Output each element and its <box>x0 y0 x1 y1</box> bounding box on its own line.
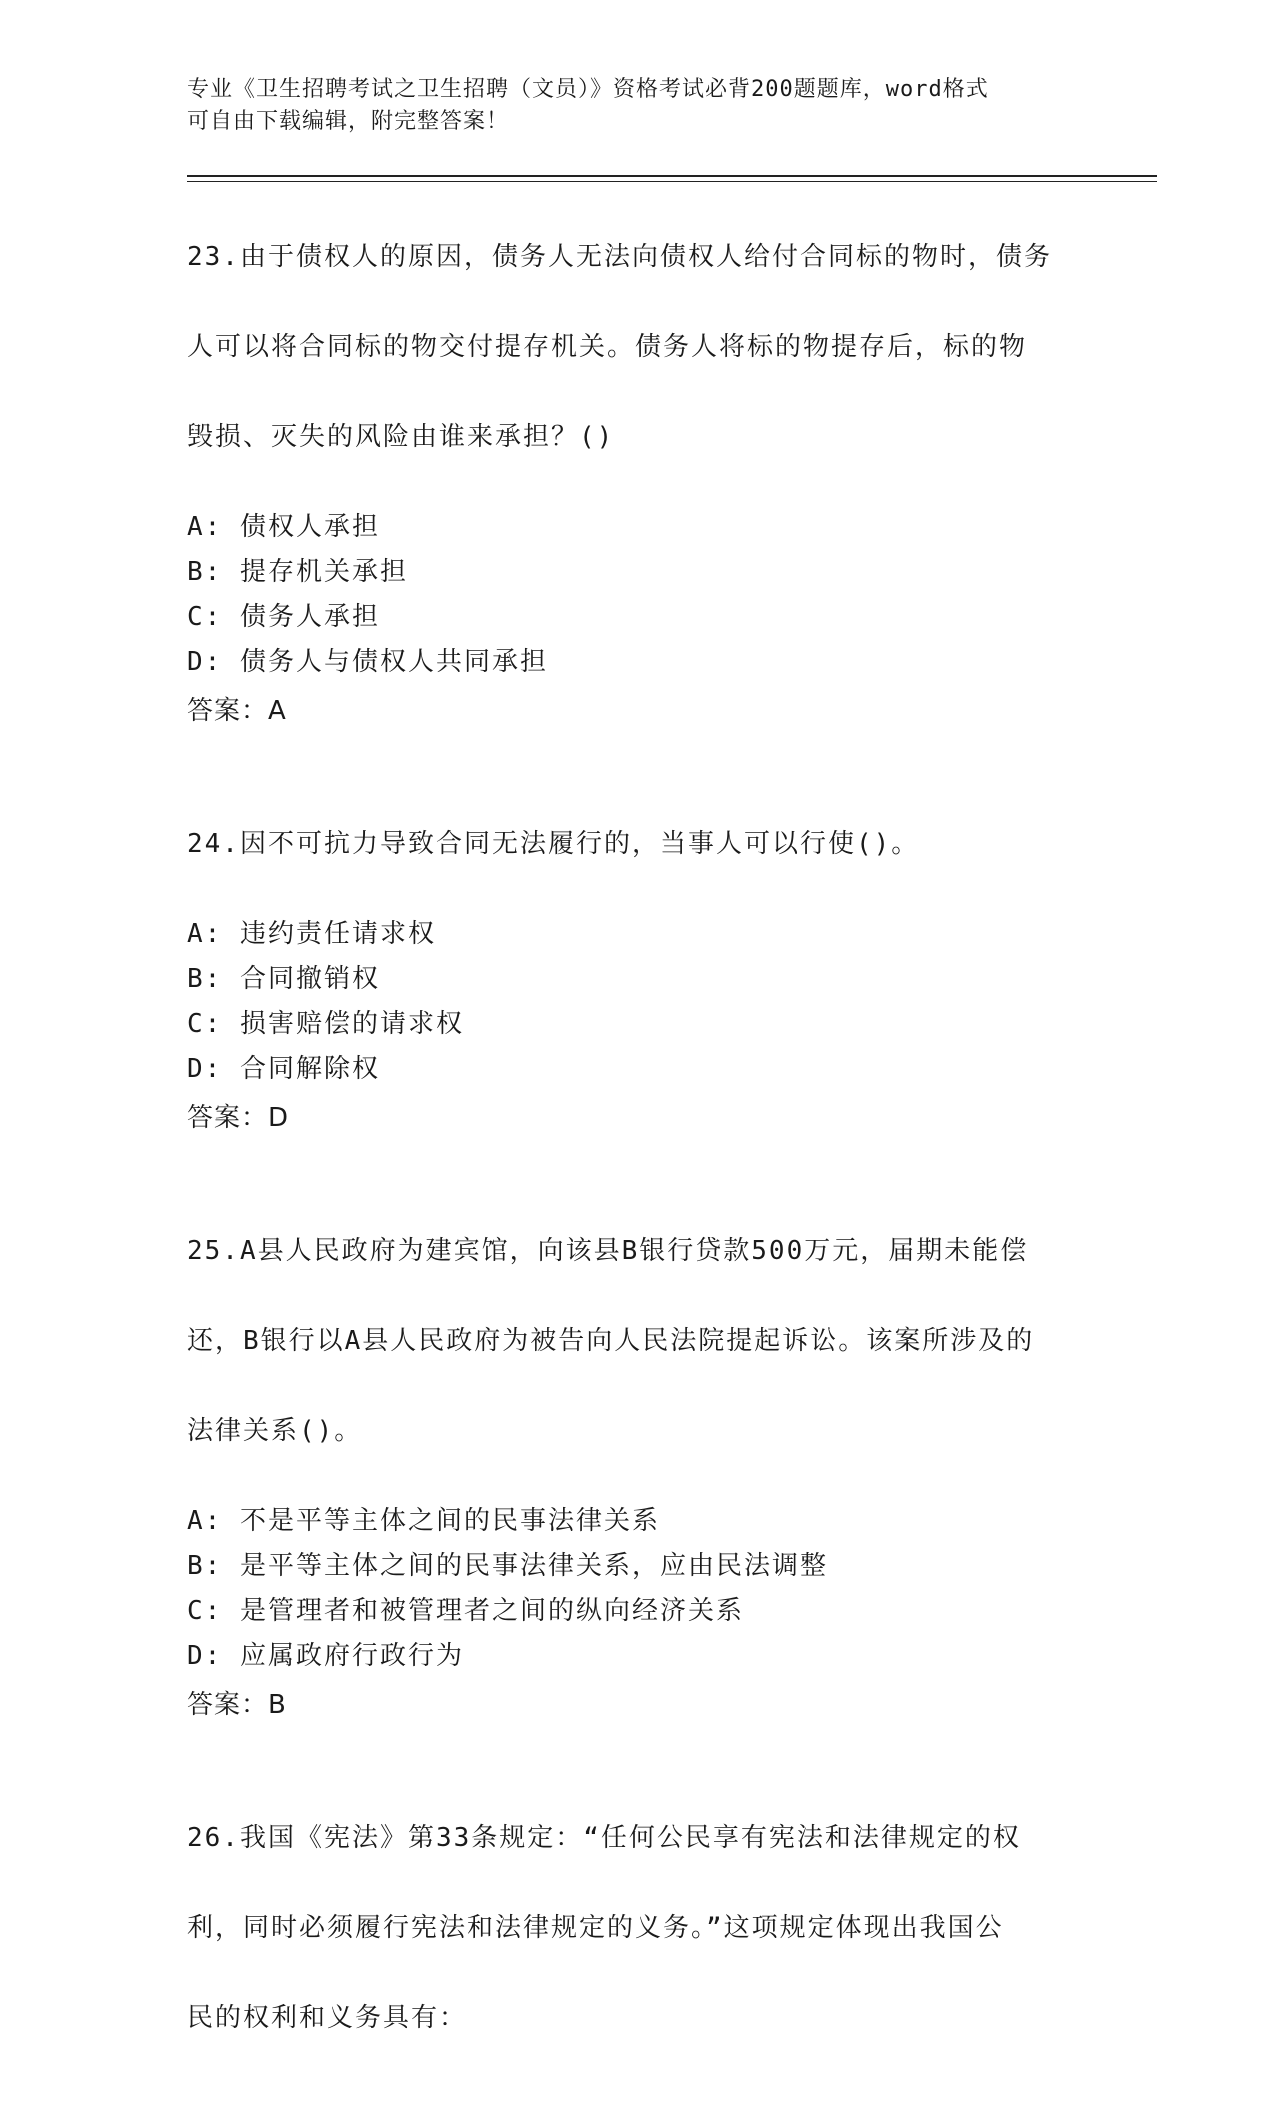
stem-line: 法律关系()。 <box>187 1416 363 1446</box>
option-c: C: 债务人承担 <box>187 602 380 632</box>
stem-line: 毁损、灭失的风险由谁来承担？() <box>187 422 615 452</box>
stem-line: 25.A县人民政府为建宾馆，向该县B银行贷款500万元，届期未能偿 <box>187 1236 1029 1266</box>
question-23 <box>187 190 1087 735</box>
option-b: B: 提存机关承担 <box>187 557 408 587</box>
question-stem <box>187 190 1087 505</box>
question-25 <box>187 1184 1087 1729</box>
question-stem <box>187 1184 1087 1499</box>
document-header <box>187 74 1087 138</box>
stem-line: 利，同时必须履行宪法和法律规定的义务。”这项规定体现出我国公 <box>187 1913 1004 1943</box>
answer: 答案：B <box>187 1690 287 1720</box>
option-c: C: 损害赔偿的请求权 <box>187 1009 464 1039</box>
option-b: B: 是平等主体之间的民事法律关系，应由民法调整 <box>187 1551 828 1581</box>
option-a: A: 违约责任请求权 <box>187 919 436 949</box>
option-d: D: 合同解除权 <box>187 1054 380 1084</box>
stem-line: 26.我国《宪法》第33条规定：“任何公民享有宪法和法律规定的权 <box>187 1823 1021 1853</box>
option-d: D: 应属政府行政行为 <box>187 1641 464 1671</box>
header-line-1: 专业《卫生招聘考试之卫生招聘（文员）》资格考试必背200题题库，word格式 <box>187 77 989 102</box>
option-a: A: 不是平等主体之间的民事法律关系 <box>187 1506 660 1536</box>
answer: 答案：A <box>187 696 287 726</box>
stem-line: 民的权利和义务具有： <box>187 2003 468 2033</box>
stem-line: 还，B银行以A县人民政府为被告向人民法院提起诉讼。该案所涉及的 <box>187 1326 1035 1356</box>
question-list <box>187 190 1087 2128</box>
header-divider-thin <box>187 181 1157 182</box>
option-a: A: 债权人承担 <box>187 512 380 542</box>
header-line-2: 可自由下载编辑，附完整答案！ <box>187 109 510 134</box>
option-d: D: 债务人与债权人共同承担 <box>187 647 548 677</box>
question-24 <box>187 777 1087 1142</box>
question-26 <box>187 1771 1087 2086</box>
stem-line: 23.由于债权人的原因，债务人无法向债权人给付合同标的物时，债务 <box>187 242 1052 272</box>
stem-line: 人可以将合同标的物交付提存机关。债务人将标的物提存后，标的物 <box>187 332 1028 362</box>
answer: 答案：D <box>187 1103 290 1133</box>
question-stem <box>187 1771 1087 2086</box>
question-stem <box>187 777 1087 912</box>
option-b: B: 合同撤销权 <box>187 964 380 994</box>
header-divider-thick <box>187 175 1157 177</box>
option-c: C: 是管理者和被管理者之间的纵向经济关系 <box>187 1596 744 1626</box>
stem-line: 24.因不可抗力导致合同无法履行的，当事人可以行使()。 <box>187 829 920 859</box>
